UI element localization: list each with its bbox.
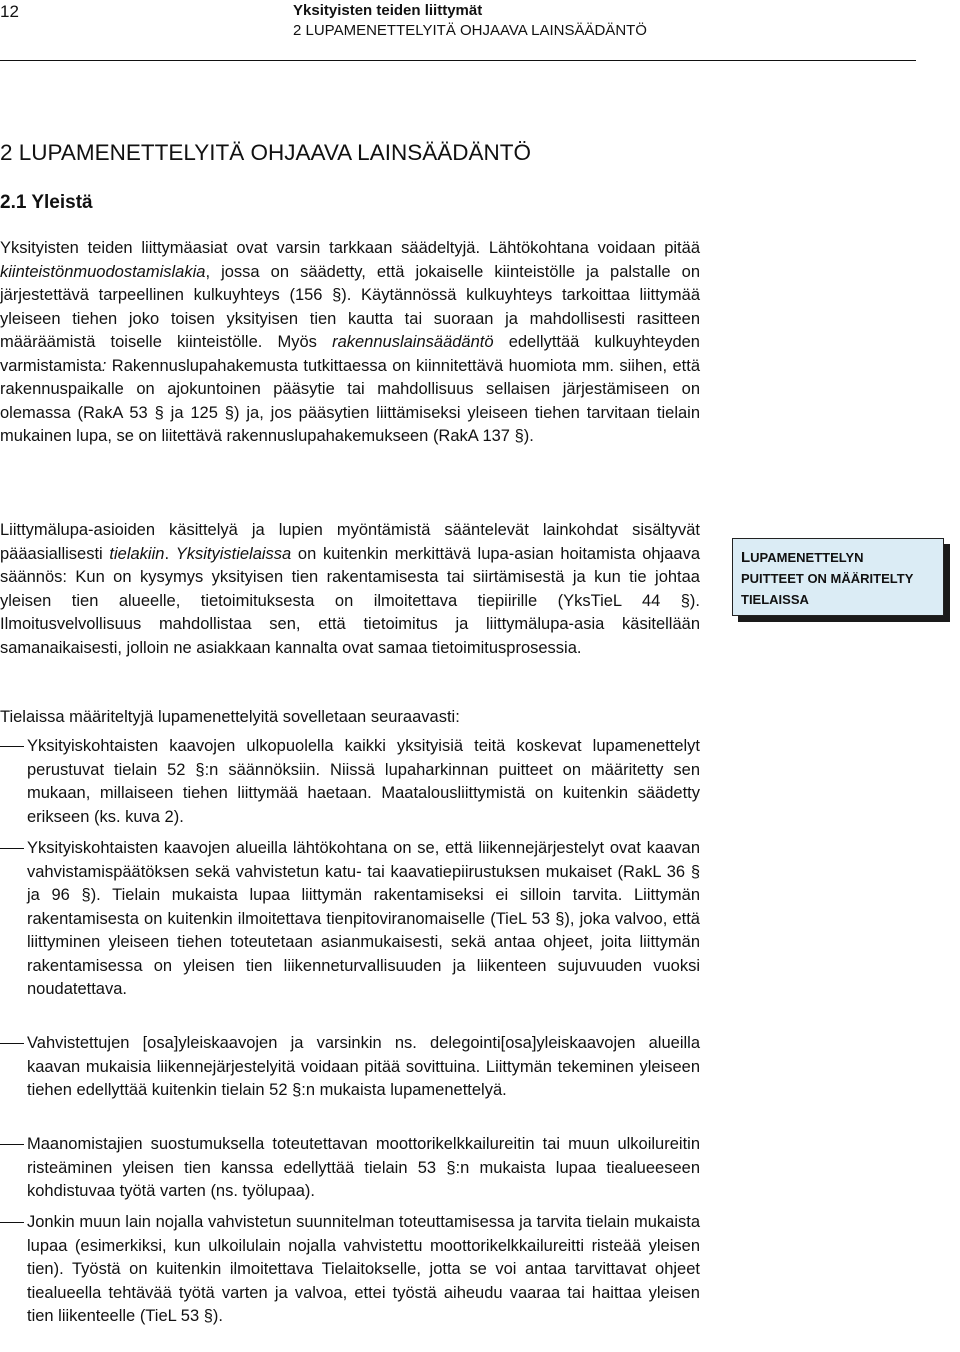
header-divider — [0, 60, 916, 61]
paragraph-intro: Yksityisten teiden liittymäasiat ovat varsin tarkkaan säädeltyjä. Lähtökohtana voidaan pitää kiinteistönmuodostamislakia, jossa on säädetty, että jokaiselle kiinteistölle ja palstalle on järjestettävä tarpeellinen kulkuyhteys (156 §). Käytännössä kulkuyhteys tarkoittaa liittymää yleiseen tiehen joko toisen yksityisen tien kautta tai suoraan ja mahdollisesti rasitteen määräämistä toiselle kiinteistölle. Myös rakennuslainsäädäntö edellyttää kulkuyhteyden varmistamista: Rakennuslupahakemusta tutkittaessa on kiinnitettävä huomiota mm. siihen, että rakennuspaikalle on ajokuntoinen pääsytie tai mahdollisuus sellaisen järjestämiseen on olemassa (RakA 53 § ja 125 §) ja, jos pääsytien liittämiseksi yleiseen tiehen tarvitaan tielain mukainen lupa, se on liitettävä rakennuslupahakemukseen (RakA 137 §). — [0, 239, 700, 445]
paragraph-liittymalupa: Liittymälupa-asioiden käsittelyä ja lupien myöntämistä sääntelevät lainkohdat sisältyvät pääasiallisesti tielakiin. Yksityistielaissa on kuitenkin merkittävä lupa-asian hoitamista ohjaava säännös: Kun on kysymys yksityisen tien rakentamisesta tai siirtämisestä ja kun tie johtaa yleisen tien alueelle, tietoimituksesta on ilmoitettava tiepiirille (YksTieL 44 §). Ilmoitusvelvollisuus mahdollistaa sen, että tietoimitus ja liittymälupa-asia käsitellään samanaikaisesti, jolloin ne asiakkaan kannalta ovat samaa tietoimitusprosessia. — [0, 521, 701, 657]
list-item: Yksityiskohtaisten kaavojen alueilla lähtökohtana on se, että liikennejärjestelyt ovat kaavan vahvistamispäätöksen sekä vahvistetun katu- tai kaavatiepiirustuksen mukaiset (RakL 36 § ja 96 §). Tielain mukaista lupaa liittymän rakentamiseksi ei silloin tarvita. Liittymän rakentamisesta on kuitenkin ilmoitettava tienpitoviranomaiselle (TieL 53 §), joka valvoo, että liittyminen yleiseen tiehen toteutetaan asianmukaisesti, sekä antaa ohjeet, joita liittymän rakentamisessa on yleisen tien liikenneturvallisuuden ja liikenteen sujuvuuden vuoksi noudatettava. — [0, 837, 700, 1002]
list-item: Vahvistettujen [osa]yleiskaavojen ja varsinkin ns. delegointi[osa]yleiskaavojen alueilla kaavan mukaisia liikennejärjestelyitä voidaan pitää sovittuina. Liittymän tekeminen yleiseen tiehen edellyttää kuitenkin tielain 52 §:n mukaista lupamenettelyä. — [0, 1032, 700, 1103]
list-item: Jonkin muun lain nojalla vahvistetun suunnitelman toteuttamisessa ja tarvita tielain mukaista lupaa (esimerkiksi, kun ulkoilulain nojalla vahvistettu moottorikelkkailureitti risteää yleisen tien). Työstä on kuitenkin ilmoitettava Tielaitokselle, jotta se voi antaa tarvittavat ohjeet tiealueella tehtävää työtä varten ja valvoa, ettei työstä aiheudu vaaraa tai haittaa yleisen tien liikenteelle (TieL 53 §). — [0, 1211, 700, 1329]
list-dash — [0, 1144, 24, 1145]
list-item: Maanomistajien suostumuksella toteutettavan moottorikelkkailureitin tai muun ulkoilureitin risteäminen yleisen tien kanssa edellyttää tielain 53 §:n mukaista lupaa tiealueeseen kohdistuvaa työtä varten (ns. työlupaa). — [0, 1133, 700, 1204]
margin-note-box: LUPAMENETTELYN PUITTEET ON MÄÄRITELTY TIELAISSA — [732, 538, 944, 616]
list-dash — [0, 746, 24, 747]
list-dash — [0, 1043, 24, 1044]
running-header-title: Yksityisten teiden liittymät — [293, 2, 483, 19]
list-dash — [0, 1222, 24, 1223]
list-intro: Tielaissa määriteltyjä lupamenettelyitä sovelletaan seuraavasti: — [0, 708, 460, 726]
section-heading: 2.1 Yleistä — [0, 192, 93, 213]
list-dash — [0, 848, 24, 849]
list-item: Yksityiskohtaisten kaavojen ulkopuolella kaikki yksityisiä teitä koskevat lupamenettelyt perustuvat tielain 52 §:n säännöksiin. Niissä lupaharkinnan puitteet on määritetty sen mukaan, millaiseen tiehen liittymää haetaan. Maatalousliittymistä on kuitenkin säädetty erikseen (ks. kuva 2). — [0, 735, 700, 829]
page-number: 12 — [0, 2, 19, 21]
running-header-chapter: 2 LUPAMENETTELYITÄ OHJAAVA LAINSÄÄDÄNTÖ — [293, 22, 647, 39]
chapter-heading: 2 LUPAMENETTELYITÄ OHJAAVA LAINSÄÄDÄNTÖ — [0, 140, 531, 165]
